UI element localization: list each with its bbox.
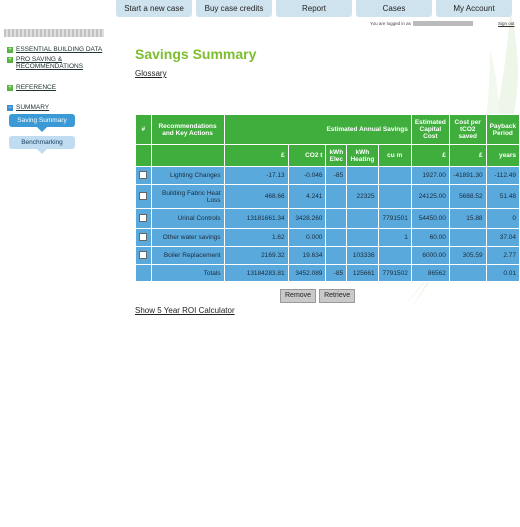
row-label: Boiler Replacement xyxy=(151,247,224,265)
checkbox[interactable] xyxy=(139,171,147,179)
table-row xyxy=(136,185,520,209)
total-cum: 7791502 xyxy=(378,265,411,282)
total-co2: 3452.089 xyxy=(288,265,326,282)
col-header-capital-cost: Estimated Capital Cost xyxy=(411,115,449,145)
cell-elec: -85 xyxy=(326,167,347,185)
col-header-cum: cu m xyxy=(378,145,411,167)
sign-out-link[interactable]: Sign out xyxy=(498,21,515,26)
table-actions xyxy=(280,289,355,303)
col-header-empty xyxy=(151,145,224,167)
cell-pound: -17.13 xyxy=(224,167,288,185)
cell-capital: 24125.00 xyxy=(411,185,449,209)
cell-capital: 1927.00 xyxy=(411,167,449,185)
login-status xyxy=(370,21,515,26)
sidebar-item-label: ESSENTIAL BUILDING DATA xyxy=(16,46,103,53)
col-header-pound: £ xyxy=(224,145,288,167)
cell-pound: 468.66 xyxy=(224,185,288,209)
page-title: Savings Summary xyxy=(135,46,257,62)
blurred-logo xyxy=(4,29,104,37)
col-header-empty xyxy=(136,145,152,167)
row-checkbox[interactable] xyxy=(136,167,152,185)
table-row xyxy=(136,229,520,247)
glossary-link[interactable]: Glossary xyxy=(135,69,167,78)
cell-cum xyxy=(378,185,411,209)
sidebar-item-essential-building-data[interactable] xyxy=(7,46,122,53)
cell-capital: 60.00 xyxy=(411,229,449,247)
cell-elec xyxy=(326,209,347,229)
tab-report[interactable]: Report xyxy=(276,0,352,17)
row-checkbox[interactable] xyxy=(136,185,152,209)
cell-co2: -0.046 xyxy=(288,167,326,185)
cell-heat: 22325 xyxy=(347,185,378,209)
subnav-saving-summary[interactable]: Saving Summary xyxy=(9,114,75,127)
col-header-years: years xyxy=(486,145,519,167)
cell-cum xyxy=(378,167,411,185)
table-row xyxy=(136,247,520,265)
cell-payback: 37.04 xyxy=(486,229,519,247)
top-navigation xyxy=(116,0,512,17)
cell-costper: 305.59 xyxy=(449,247,486,265)
tab-buy-case-credits[interactable]: Buy case credits xyxy=(196,0,272,17)
cell-costper: 15.88 xyxy=(449,209,486,229)
cell-costper: 5688.52 xyxy=(449,185,486,209)
cell-co2: 3428.260 xyxy=(288,209,326,229)
cell-capital: 54450.00 xyxy=(411,209,449,229)
total-elec: -85 xyxy=(326,265,347,282)
row-label: Lighting Changes xyxy=(151,167,224,185)
checkbox[interactable] xyxy=(139,233,147,241)
sidebar-item-label: REFERENCE xyxy=(16,84,57,91)
cell-co2: 4.241 xyxy=(288,185,326,209)
col-header-payback: Payback Period xyxy=(486,115,519,145)
col-header-pound-capital: £ xyxy=(411,145,449,167)
table-row xyxy=(136,209,520,229)
cell-payback: -112.49 xyxy=(486,167,519,185)
cell-payback: 2.77 xyxy=(486,247,519,265)
table-row xyxy=(136,167,520,185)
col-header-pound-costper: £ xyxy=(449,145,486,167)
retrieve-button[interactable]: Retrieve xyxy=(319,289,355,303)
total-costper xyxy=(449,265,486,282)
cell-costper xyxy=(449,229,486,247)
cell-pound: 1.62 xyxy=(224,229,288,247)
collapse-minus-icon: − xyxy=(8,105,12,111)
subnav-benchmarking[interactable]: Benchmarking xyxy=(9,136,75,149)
row-checkbox[interactable] xyxy=(136,247,152,265)
checkbox[interactable] xyxy=(139,251,147,259)
cell-elec xyxy=(326,247,347,265)
cell-pound: 2169.32 xyxy=(224,247,288,265)
sidebar-item-pro-saving[interactable] xyxy=(7,56,122,70)
expand-plus-icon: + xyxy=(8,57,12,63)
expand-plus-icon: + xyxy=(8,85,12,91)
sidebar xyxy=(7,46,122,149)
cell-heat xyxy=(347,209,378,229)
roi-calculator-link[interactable]: Show 5 Year ROI Calculator xyxy=(135,306,235,315)
checkbox[interactable] xyxy=(139,214,147,222)
cell-empty xyxy=(136,265,152,282)
sidebar-item-summary[interactable] xyxy=(7,104,122,111)
col-header-co2: CO2 t xyxy=(288,145,326,167)
cell-co2: 19.634 xyxy=(288,247,326,265)
cell-pound: 13181661.34 xyxy=(224,209,288,229)
total-heat: 125661 xyxy=(347,265,378,282)
checkbox[interactable] xyxy=(139,192,147,200)
totals-row xyxy=(136,265,520,282)
row-checkbox[interactable] xyxy=(136,229,152,247)
tab-start-new-case[interactable]: Start a new case xyxy=(116,0,192,17)
row-label: Building Fabric Heat Loss xyxy=(151,185,224,209)
cell-payback: 0 xyxy=(486,209,519,229)
cell-elec xyxy=(326,185,347,209)
row-label: Urinal Controls xyxy=(151,209,224,229)
col-header-kwh-heating: kWh Heating xyxy=(347,145,378,167)
cell-costper: -41891.30 xyxy=(449,167,486,185)
cell-payback: 51.48 xyxy=(486,185,519,209)
savings-table xyxy=(135,114,520,282)
col-header-annual-savings: Estimated Annual Savings xyxy=(224,115,411,145)
cell-heat xyxy=(347,167,378,185)
col-header-kwh-elec: kWh Elec xyxy=(326,145,347,167)
col-header-number: # xyxy=(136,115,152,145)
cell-heat: 103336 xyxy=(347,247,378,265)
col-header-recommendations: Recommendations and Key Actions xyxy=(151,115,224,145)
totals-label: Totals xyxy=(151,265,224,282)
row-checkbox[interactable] xyxy=(136,209,152,229)
col-header-cost-per-tco2: Cost per tCO2 saved xyxy=(449,115,486,145)
remove-button[interactable]: Remove xyxy=(280,289,316,303)
sidebar-item-label: SUMMARY xyxy=(16,104,50,111)
expand-plus-icon: + xyxy=(8,47,12,53)
cell-heat xyxy=(347,229,378,247)
cell-cum: 1 xyxy=(378,229,411,247)
cell-co2: 0.000 xyxy=(288,229,326,247)
sidebar-item-reference[interactable] xyxy=(7,84,122,91)
cell-capital: 6000.00 xyxy=(411,247,449,265)
sidebar-item-label: PRO SAVING & RECOMMENDATIONS xyxy=(16,56,84,70)
blurred-username xyxy=(413,21,473,26)
total-capital: 86562 xyxy=(411,265,449,282)
total-payback: 0.01 xyxy=(486,265,519,282)
cell-elec xyxy=(326,229,347,247)
row-label: Other water savings xyxy=(151,229,224,247)
tab-cases[interactable]: Cases xyxy=(356,0,432,17)
cell-cum: 7791501 xyxy=(378,209,411,229)
total-pound: 13184283.81 xyxy=(224,265,288,282)
cell-cum xyxy=(378,247,411,265)
login-text: You are logged in as xyxy=(370,21,411,26)
tab-my-account[interactable]: My Account xyxy=(436,0,512,17)
